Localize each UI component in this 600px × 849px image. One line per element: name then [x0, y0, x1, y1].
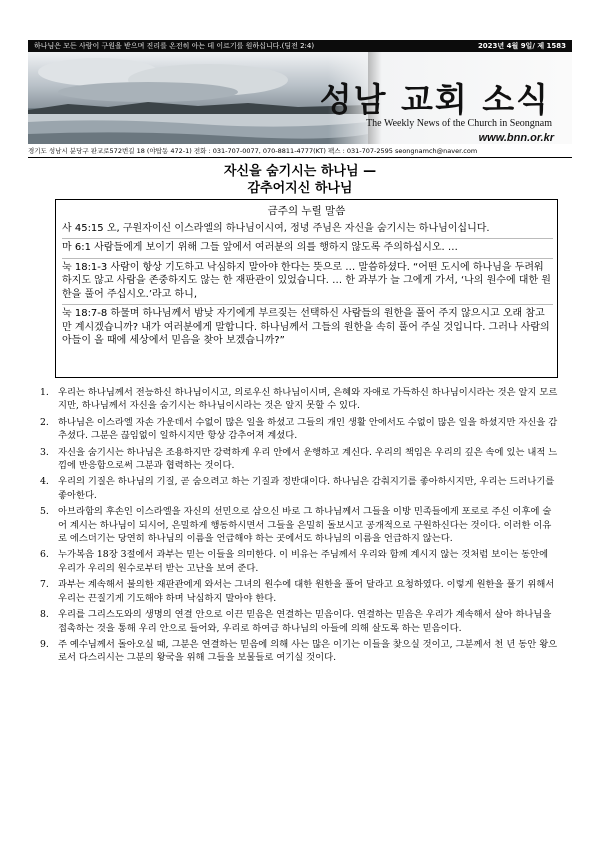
- verse-text: 사람들에게 보이기 위해 그들 앞에서 여러분의 의를 행하지 않도록 주의하십시오. …: [94, 242, 458, 253]
- list-item: [40, 446, 560, 473]
- list-item: [40, 578, 560, 605]
- verse-ref: 마 6:1: [62, 242, 91, 253]
- lake-photo: [28, 52, 368, 144]
- point-text: 우리는 하나님께서 전능하신 하나님이시고, 의로우신 하나님이시며, 은혜와 자애로 가득하신 하나님이시라는 것은 알지 모르지만, 하나님께서 자신을 숨기시는 하나님이시라는 것은 알지 못할 수 있다.: [58, 387, 558, 412]
- website-link[interactable]: www.bnn.or.kr: [478, 132, 554, 144]
- headline-line2: 감추어지신 하나님: [247, 181, 353, 196]
- newsletter-subtitle: The Weekly News of the Church in Seongnam: [366, 118, 552, 129]
- church-address: 경기도 성남시 분당구 판교로572번길 18 (야탑동 472-1) 전화 : 031-707-0077, 070-8811-4777(KT) 팩스 : 031-707-2595 seongnamch@naver.com: [28, 147, 478, 155]
- point-text: 누가복음 18장 3절에서 과부는 믿는 이들을 의미한다. 이 비유는 주님께서 우리와 함께 계시지 않는 것처럼 보이는 동안에 우리가 우리의 원수로부터 받는 고난을 보여 준다.: [58, 549, 549, 574]
- list-item: [40, 505, 560, 545]
- point-text: 과부는 계속해서 불의한 재판관에게 와서는 그녀의 원수에 대한 원한을 풀어 달라고 요청하였다. 이렇게 원한을 풀기 위해서 우리는 끈질기게 기도해야 하며 낙심하지 말아야 한다.: [58, 579, 555, 604]
- title-area: [319, 52, 572, 144]
- point-number: 4.: [40, 476, 49, 488]
- point-number: 3.: [40, 446, 49, 458]
- point-number: 1.: [40, 387, 49, 398]
- newsletter-title: 성남 교회 소식: [319, 80, 550, 119]
- point-text: 아브라함의 후손인 이스라엘을 자신의 선민으로 삼으신 바로 그 하나님께서 그들을 이방 민족들에게 포로로 주신 이후에 술어 계시는 하나님이 되시어, 은밀하게 행동하시면서 그들을 은밀히 돌보시고 공개적으로 구원하신다는 것이다. 이러한 이유로 에스더기는 당연히 하나님의 이름을 언급해야 하는 곳에서도 하나님의 이름을 언급하지 않는다.: [58, 506, 552, 545]
- verse-item: [62, 238, 553, 255]
- list-item: [40, 475, 560, 502]
- list-item: [40, 386, 560, 413]
- verse-text: 오, 구원자이신 이스라엘의 하나님이시여, 정녕 주님은 자신을 숨기시는 하나님이십니다.: [106, 222, 490, 234]
- verse-text: 하물며 하나님께서 밤낮 자기에게 부르짖는 선택하신 사람들의 원한을 풀어 주지 않으시고 오래 참고만 계시겠습니까? 내가 여러분에게 말합니다. 하나님께서 그들의 원한을 속히 풀어 주실 것입니다. 그러나 사람의 아들이 올 때에 세상에서 믿음을 찾아 보겠습니까?”: [62, 308, 550, 346]
- masthead-topline: [28, 40, 572, 52]
- issue-date: 2023년 4월 9일/ 제 1583: [477, 42, 566, 50]
- verse-ref: 눅 18:7-8: [62, 308, 108, 319]
- point-number: 6.: [40, 549, 49, 561]
- scripture-title: 금주의 누릴 말씀: [267, 205, 346, 217]
- verse-text: 사람이 항상 기도하고 낙심하지 말아야 한다는 뜻으로 … 말씀하셨다. “어떤 도시에 하나님을 두려워하지도 않고 사람을 존중하지도 않는 한 재판관이 있었습니다. … 한 과부가 늘 그에게 가서, ‘나의 원수에 대한 원한을 풀어 주십시오.’라고 하니,: [62, 261, 551, 300]
- point-number: 2.: [40, 416, 49, 428]
- verse-item: [62, 304, 553, 348]
- masthead: [28, 40, 572, 144]
- scripture-box: [55, 199, 558, 378]
- list-item: [40, 416, 560, 443]
- motto: 하나님은 모든 사람이 구원을 받으며 진리를 온전히 아는 데 이르기를 원하십니다.(딤전 2:4): [34, 42, 315, 50]
- verse-item: [62, 222, 553, 236]
- point-text: 하나님은 이스라엘 자손 가운데서 수없이 많은 일을 하셨고 그들의 개인 생활 안에서도 수없이 많은 일을 하셨지만 자신을 감추셨다. 그분은 끊임없이 일하시지만 항상 감추어져 계셨다.: [58, 416, 558, 442]
- list-item: [40, 608, 560, 635]
- list-item: [40, 638, 560, 665]
- point-text: 주 예수님께서 돌아오실 때, 그분은 연결하는 믿음에 의해 사는 많은 이기는 이들을 찾으실 것이고, 그분께서 천 년 동안 왕으로서 다스리시는 그분의 왕국을 위해 그들을 보물들로 여기실 것이다.: [58, 638, 558, 664]
- verse-ref: 눅 18:1-3: [62, 261, 108, 273]
- point-number: 9.: [40, 638, 49, 650]
- list-item: [40, 548, 560, 575]
- divider: [28, 157, 572, 158]
- verse-item: [62, 258, 553, 302]
- headline-line1: 자신을 숨기시는 하나님 —: [223, 164, 377, 179]
- verse-ref: 사 45:15: [62, 222, 104, 234]
- points-list: [40, 386, 560, 668]
- point-number: 8.: [40, 609, 49, 621]
- point-number: 5.: [40, 506, 49, 518]
- landscape-image: [28, 52, 368, 144]
- point-text: 우리를 그리스도와의 생명의 연결 안으로 이끈 믿음은 연결하는 믿음이다. 연결하는 믿음은 우리가 계속해서 살아 하나님을 접촉하는 것을 통해 우리 안으로 들어와, 우리로 하여금 하나님의 아들에 의해 살도록 하는 믿음이다.: [58, 609, 552, 634]
- point-number: 7.: [40, 579, 49, 591]
- point-text: 우리의 기질은 하나님의 기질, 곧 숨으려고 하는 기질과 정반대이다. 하나님은 감춰지기를 좋아하시지만, 우리는 드러나기를 좋아한다.: [58, 476, 555, 501]
- point-text: 자신을 숨기시는 하나님은 조용하지만 강력하게 우리 안에서 운행하고 계신다. 우리의 책임은 우리의 깊은 속에 있는 내적 느낌에 반응함으로써 그분과 협력하는 것이다.: [58, 446, 558, 472]
